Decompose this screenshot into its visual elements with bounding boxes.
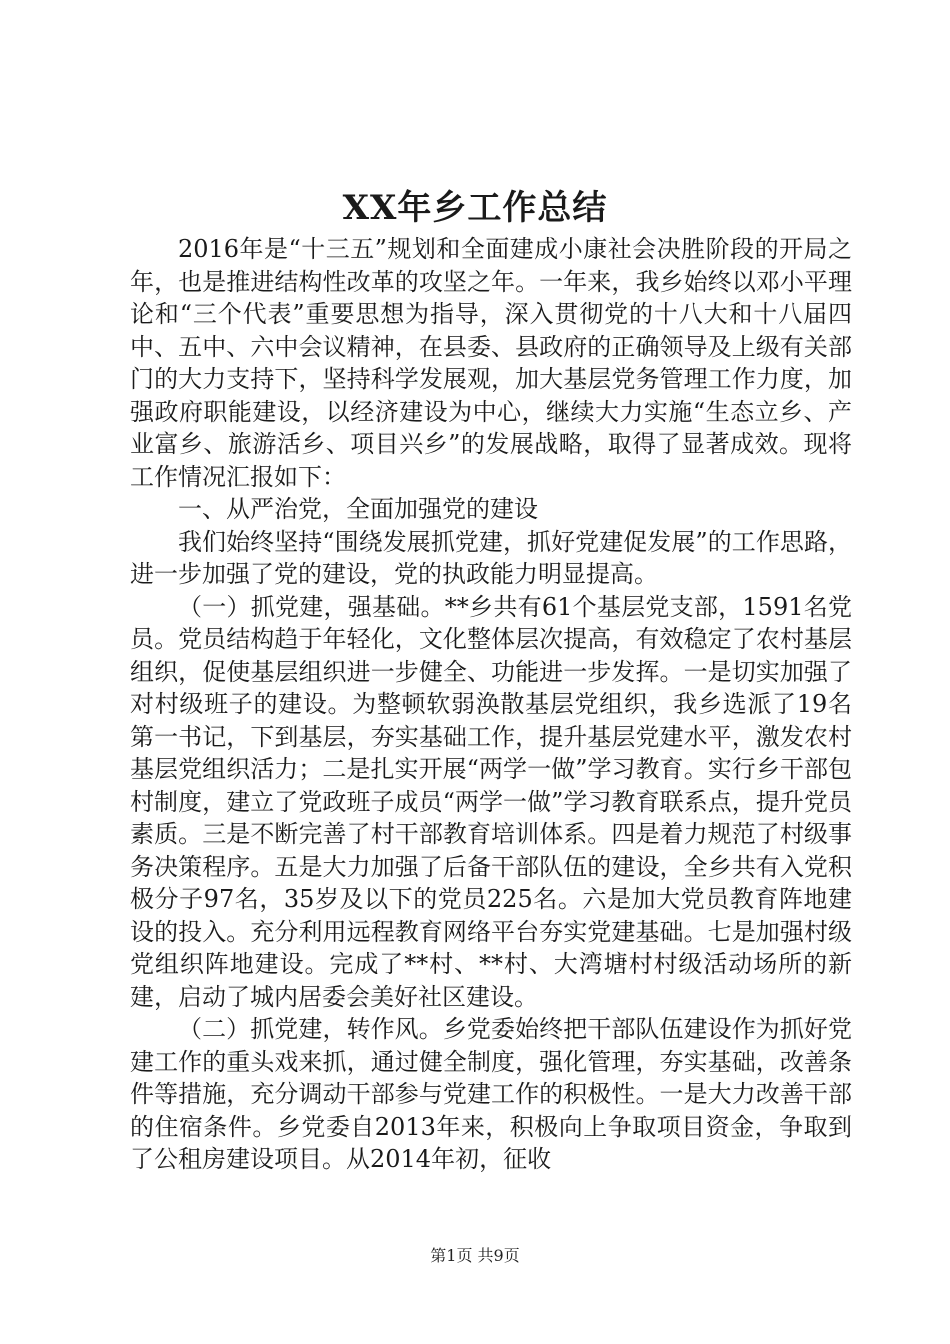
paragraph-section-intro: 我们始终坚持“围绕发展抓党建，抓好党建促发展”的工作思路，进一步加强了党的建设，党的执政能力明显提高。 (130, 527, 852, 588)
section-heading: 一、从严治党，全面加强党的建设 (178, 495, 538, 523)
paragraph-subsection-2: （二）抓党建，转作风。乡党委始终把干部队伍建设作为抓好党建工作的重头戏来抓，通过健全制度，强化管理，夯实基础，改善条件等措施，充分调动干部参与党建工作的积极性。一是大力改善干部的住宿条件。乡党委自2013年来，积极向上争取项目资金，争取到了公租房建设项目。从2014年初，征收 (130, 1015, 852, 1173)
document-title: XX年乡工作总结 (342, 188, 608, 228)
paragraph-intro: 2016年是“十三五”规划和全面建成小康社会决胜阶段的开局之年，也是推进结构性改革的攻坚之年。一年来，我乡始终以邓小平理论和“三个代表”重要思想为指导，深入贯彻党的十八大和十八届四中、五中、六中会议精神，在县委、县政府的正确领导及上级有关部门的大力支持下，坚持科学发展观，加大基层党务管理工作力度，加强政府职能建设，以经济建设为中心，继续大力实施“生态立乡、产业富乡、旅游活乡、项目兴乡”的发展战略，取得了显著成效。现将工作情况汇报如下： (130, 235, 852, 491)
document-body (130, 233, 852, 1176)
page-footer: 第1页 共9页 (430, 1246, 520, 1265)
paragraph-subsection-1: （一）抓党建，强基础。**乡共有61个基层党支部，1591名党员。党员结构趋于年轻化，文化整体层次提高，有效稳定了农村基层组织，促使基层组织进一步健全、功能进一步发挥。一是切实加强了对村级班子的建设。为整顿软弱涣散基层党组织，我乡选派了19名第一书记，下到基层，夯实基础工作，提升基层党建水平，激发农村基层党组织活力；二是扎实开展“两学一做”学习教育。实行乡干部包村制度，建立了党政班子成员“两学一做”学习教育联系点，提升党员素质。三是不断完善了村干部教育培训体系。四是着力规范了村级事务决策程序。五是大力加强了后备干部队伍的建设，全乡共有入党积极分子97名，35岁及以下的党员225名。六是加大党员教育阵地建设的投入。充分利用远程教育网络平台夯实党建基础。七是加强村级党组织阵地建设。完成了**村、**村、大湾塘村村级活动场所的新建，启动了城内居委会美好社区建设。 (130, 592, 852, 1011)
